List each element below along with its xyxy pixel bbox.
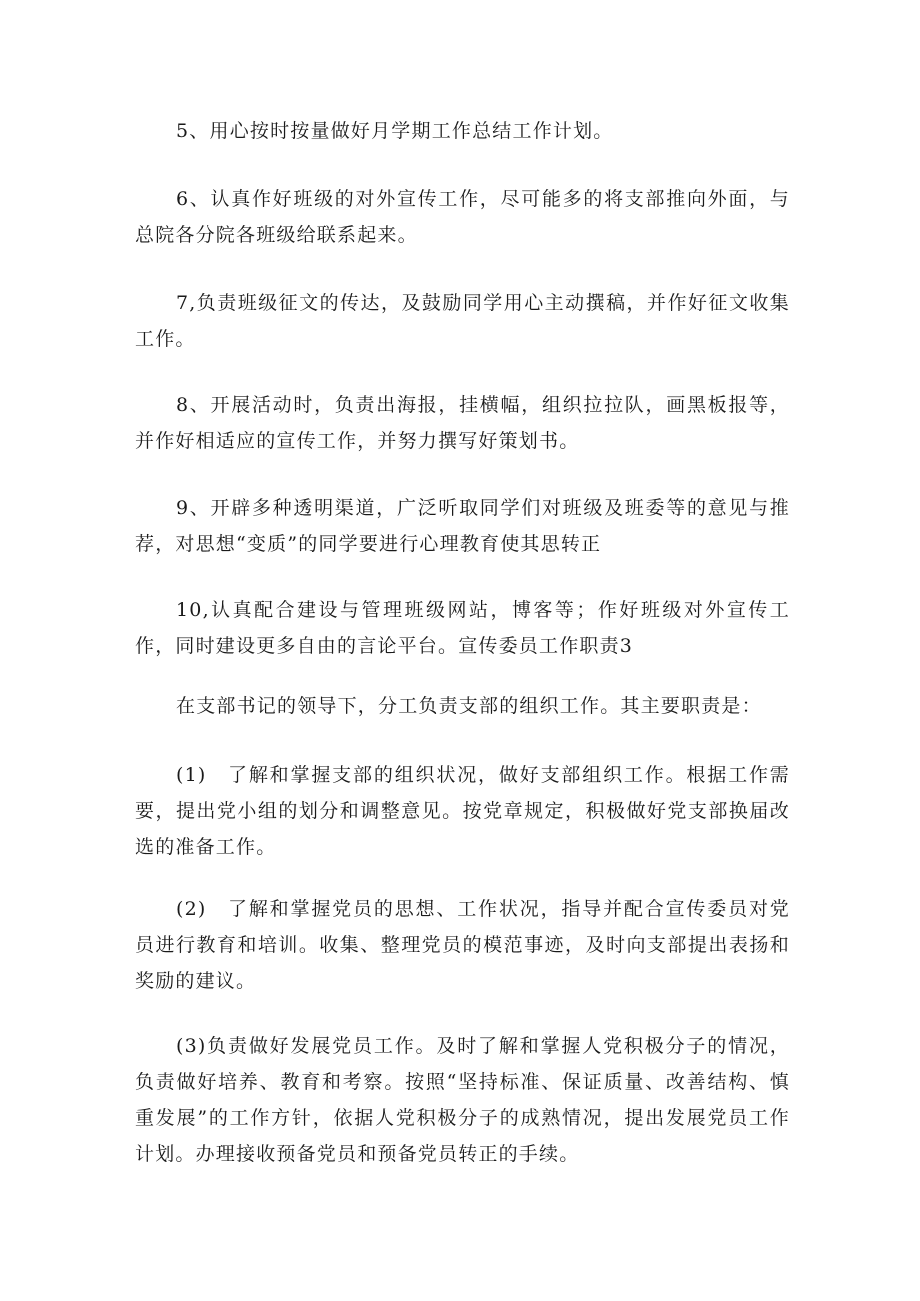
paragraph-item-6: 6、认真作好班级的对外宣传工作，尽可能多的将支部推向外面，与总院各分院各班级给联系起来。 — [135, 188, 790, 246]
paragraph-item-10: 10,认真配合建设与管理班级网站，博客等；作好班级对外宣传工作，同时建设更多自由的言论平台。宣传委员工作职责3 — [135, 599, 790, 657]
paragraph-duty-3: (3)负责做好发展党员工作。及时了解和掌握人党积极分子的情况，负责做好培养、教育和考察。按照“坚持标准、保证质量、改善结构、慎重发展”的工作方针，依据人党积极分子的成熟情况，提出发展党员工作计划。办理接收预备党员和预备党员转正的手续。 — [135, 1035, 790, 1165]
paragraph-item-9: 9、开辟多种透明渠道，广泛听取同学们对班级及班委等的意见与推荐，对思想“变质”的同学要进行心理教育使其思转正 — [135, 497, 790, 555]
paragraph-duty-2: (2) 了解和掌握党员的思想、工作状况，指导并配合宣传委员对党员进行教育和培训。收集、整理党员的模范事迹，及时向支部提出表扬和奖励的建议。 — [135, 898, 790, 992]
paragraph-intro: 在支部书记的领导下，分工负责支部的组织工作。其主要职责是： — [176, 695, 762, 717]
paragraph-item-5: 5、用心按时按量做好月学期工作总结工作计划。 — [176, 120, 614, 142]
paragraph-item-7: 7,负责班级征文的传达，及鼓励同学用心主动撰稿，并作好征文收集工作。 — [135, 292, 790, 350]
paragraph-item-8: 8、开展活动时，负责出海报，挂横幅，组织拉拉队，画黑板报等，并作好相适应的宣传工作，并努力撰写好策划书。 — [135, 394, 790, 452]
paragraph-duty-1: (1) 了解和掌握支部的组织状况，做好支部组织工作。根据工作需要，提出党小组的划分和调整意见。按党章规定，积极做好党支部换届改选的准备工作。 — [135, 764, 790, 858]
